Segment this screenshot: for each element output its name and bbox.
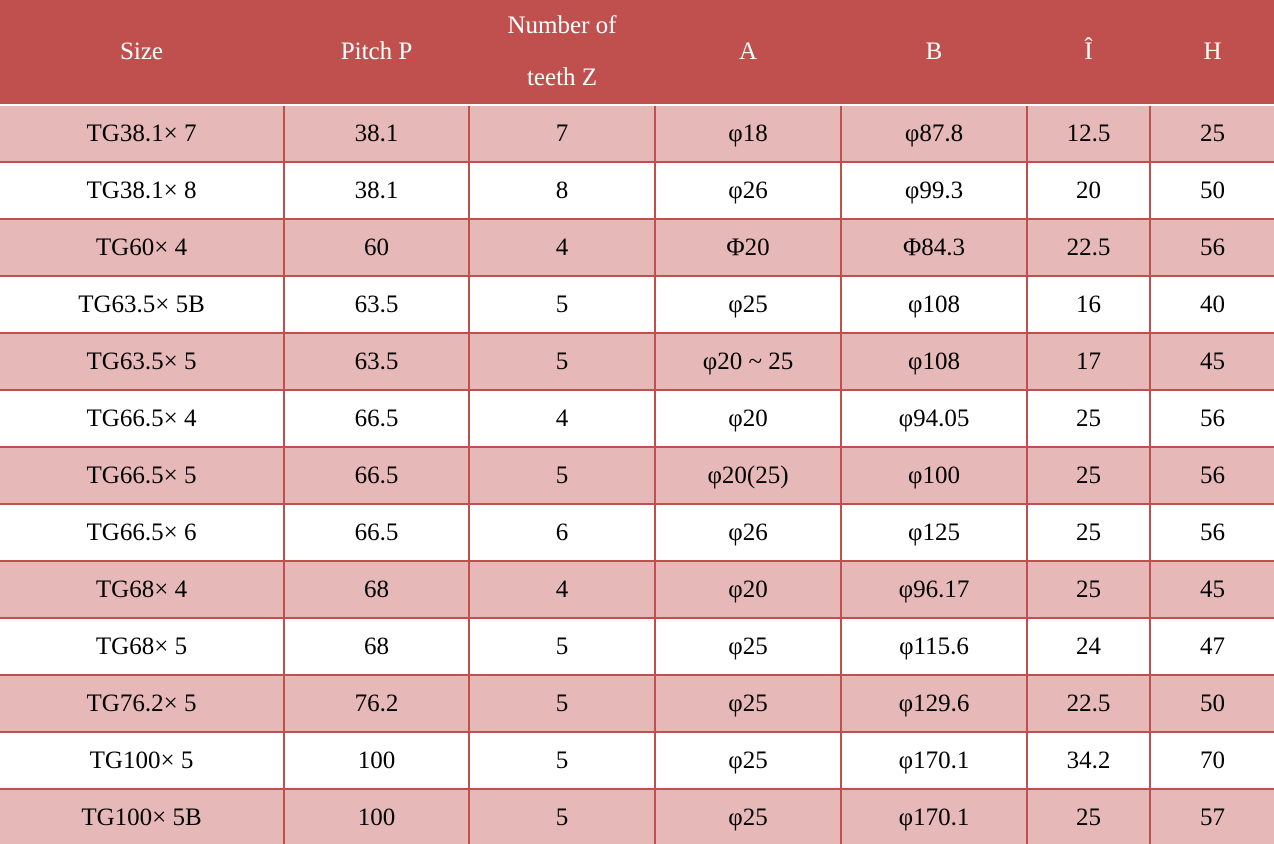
table-row [0,561,1274,618]
cell-b: φ170.1 [841,789,1027,844]
header-row [0,0,1274,105]
cell-a: φ18 [655,105,841,162]
cell-b: φ108 [841,276,1027,333]
cell-size: TG66.5× 5 [0,447,284,504]
cell-pitch: 66.5 [284,447,469,504]
header-label: Size [119,38,164,65]
cell-size: TG38.1× 8 [0,162,284,219]
cell-b: φ87.8 [841,105,1027,162]
table-body [0,105,1274,844]
cell-i: 20 [1027,162,1150,219]
table-row [0,789,1274,844]
cell-pitch: 38.1 [284,162,469,219]
cell-pitch: 66.5 [284,390,469,447]
cell-i: 24 [1027,618,1150,675]
cell-pitch: 100 [284,789,469,844]
cell-size: TG63.5× 5B [0,276,284,333]
cell-size: TG68× 4 [0,561,284,618]
cell-h: 45 [1150,561,1274,618]
cell-teeth: 5 [469,732,655,789]
cell-pitch: 66.5 [284,504,469,561]
cell-teeth: 5 [469,333,655,390]
table-row [0,276,1274,333]
cell-pitch: 76.2 [284,675,469,732]
cell-teeth: 5 [469,276,655,333]
cell-i: 25 [1027,390,1150,447]
cell-i: 22.5 [1027,219,1150,276]
cell-a: φ26 [655,504,841,561]
cell-a: φ20 ~ 25 [655,333,841,390]
cell-h: 40 [1150,276,1274,333]
header-label-line1: Number of [507,12,617,39]
cell-i: 25 [1027,561,1150,618]
cell-h: 25 [1150,105,1274,162]
header-label: Î [1084,38,1093,65]
cell-a: φ25 [655,675,841,732]
table-row [0,504,1274,561]
cell-i: 16 [1027,276,1150,333]
table-row [0,390,1274,447]
cell-pitch: 60 [284,219,469,276]
header-label-line2: teeth Z [526,64,598,91]
cell-b: φ129.6 [841,675,1027,732]
cell-teeth: 6 [469,504,655,561]
cell-a: Φ20 [655,219,841,276]
header-teeth [469,0,655,105]
cell-h: 56 [1150,390,1274,447]
header-label: A [738,38,758,65]
cell-b: φ170.1 [841,732,1027,789]
cell-teeth: 5 [469,447,655,504]
cell-a: φ20(25) [655,447,841,504]
table-row [0,219,1274,276]
header-pitch [284,0,469,105]
table-row [0,162,1274,219]
cell-size: TG63.5× 5 [0,333,284,390]
cell-size: TG66.5× 6 [0,504,284,561]
table-header [0,0,1274,105]
cell-a: φ20 [655,390,841,447]
cell-size: TG100× 5B [0,789,284,844]
cell-i: 25 [1027,789,1150,844]
cell-h: 56 [1150,504,1274,561]
cell-teeth: 5 [469,789,655,844]
table-row [0,618,1274,675]
table-row [0,732,1274,789]
cell-a: φ25 [655,789,841,844]
header-label: B [925,38,943,65]
cell-pitch: 68 [284,618,469,675]
cell-teeth: 5 [469,675,655,732]
cell-pitch: 68 [284,561,469,618]
cell-h: 45 [1150,333,1274,390]
table-row [0,447,1274,504]
cell-i: 25 [1027,447,1150,504]
cell-a: φ25 [655,732,841,789]
cell-size: TG68× 5 [0,618,284,675]
cell-b: Φ84.3 [841,219,1027,276]
cell-b: φ94.05 [841,390,1027,447]
table-row [0,333,1274,390]
cell-b: φ100 [841,447,1027,504]
cell-a: φ25 [655,276,841,333]
cell-teeth: 4 [469,219,655,276]
cell-i: 34.2 [1027,732,1150,789]
header-b [841,0,1027,105]
cell-h: 56 [1150,447,1274,504]
cell-size: TG60× 4 [0,219,284,276]
cell-pitch: 100 [284,732,469,789]
cell-a: φ20 [655,561,841,618]
cell-size: TG38.1× 7 [0,105,284,162]
cell-b: φ108 [841,333,1027,390]
cell-h: 70 [1150,732,1274,789]
cell-i: 12.5 [1027,105,1150,162]
header-label: Pitch P [340,38,413,65]
cell-teeth: 4 [469,390,655,447]
cell-size: TG100× 5 [0,732,284,789]
cell-a: φ26 [655,162,841,219]
cell-i: 17 [1027,333,1150,390]
cell-h: 57 [1150,789,1274,844]
cell-h: 56 [1150,219,1274,276]
cell-i: 25 [1027,504,1150,561]
cell-teeth: 8 [469,162,655,219]
cell-a: φ25 [655,618,841,675]
cell-b: φ125 [841,504,1027,561]
cell-pitch: 63.5 [284,333,469,390]
cell-h: 50 [1150,162,1274,219]
cell-h: 47 [1150,618,1274,675]
header-i [1027,0,1150,105]
cell-b: φ96.17 [841,561,1027,618]
cell-b: φ99.3 [841,162,1027,219]
cell-teeth: 4 [469,561,655,618]
cell-size: TG66.5× 4 [0,390,284,447]
header-size [0,0,284,105]
table-row [0,105,1274,162]
cell-h: 50 [1150,675,1274,732]
cell-pitch: 63.5 [284,276,469,333]
header-a [655,0,841,105]
cell-b: φ115.6 [841,618,1027,675]
cell-teeth: 5 [469,618,655,675]
cell-size: TG76.2× 5 [0,675,284,732]
cell-i: 22.5 [1027,675,1150,732]
header-label: H [1203,38,1222,65]
cell-teeth: 7 [469,105,655,162]
table-row [0,675,1274,732]
header-h [1150,0,1274,105]
cell-pitch: 38.1 [284,105,469,162]
